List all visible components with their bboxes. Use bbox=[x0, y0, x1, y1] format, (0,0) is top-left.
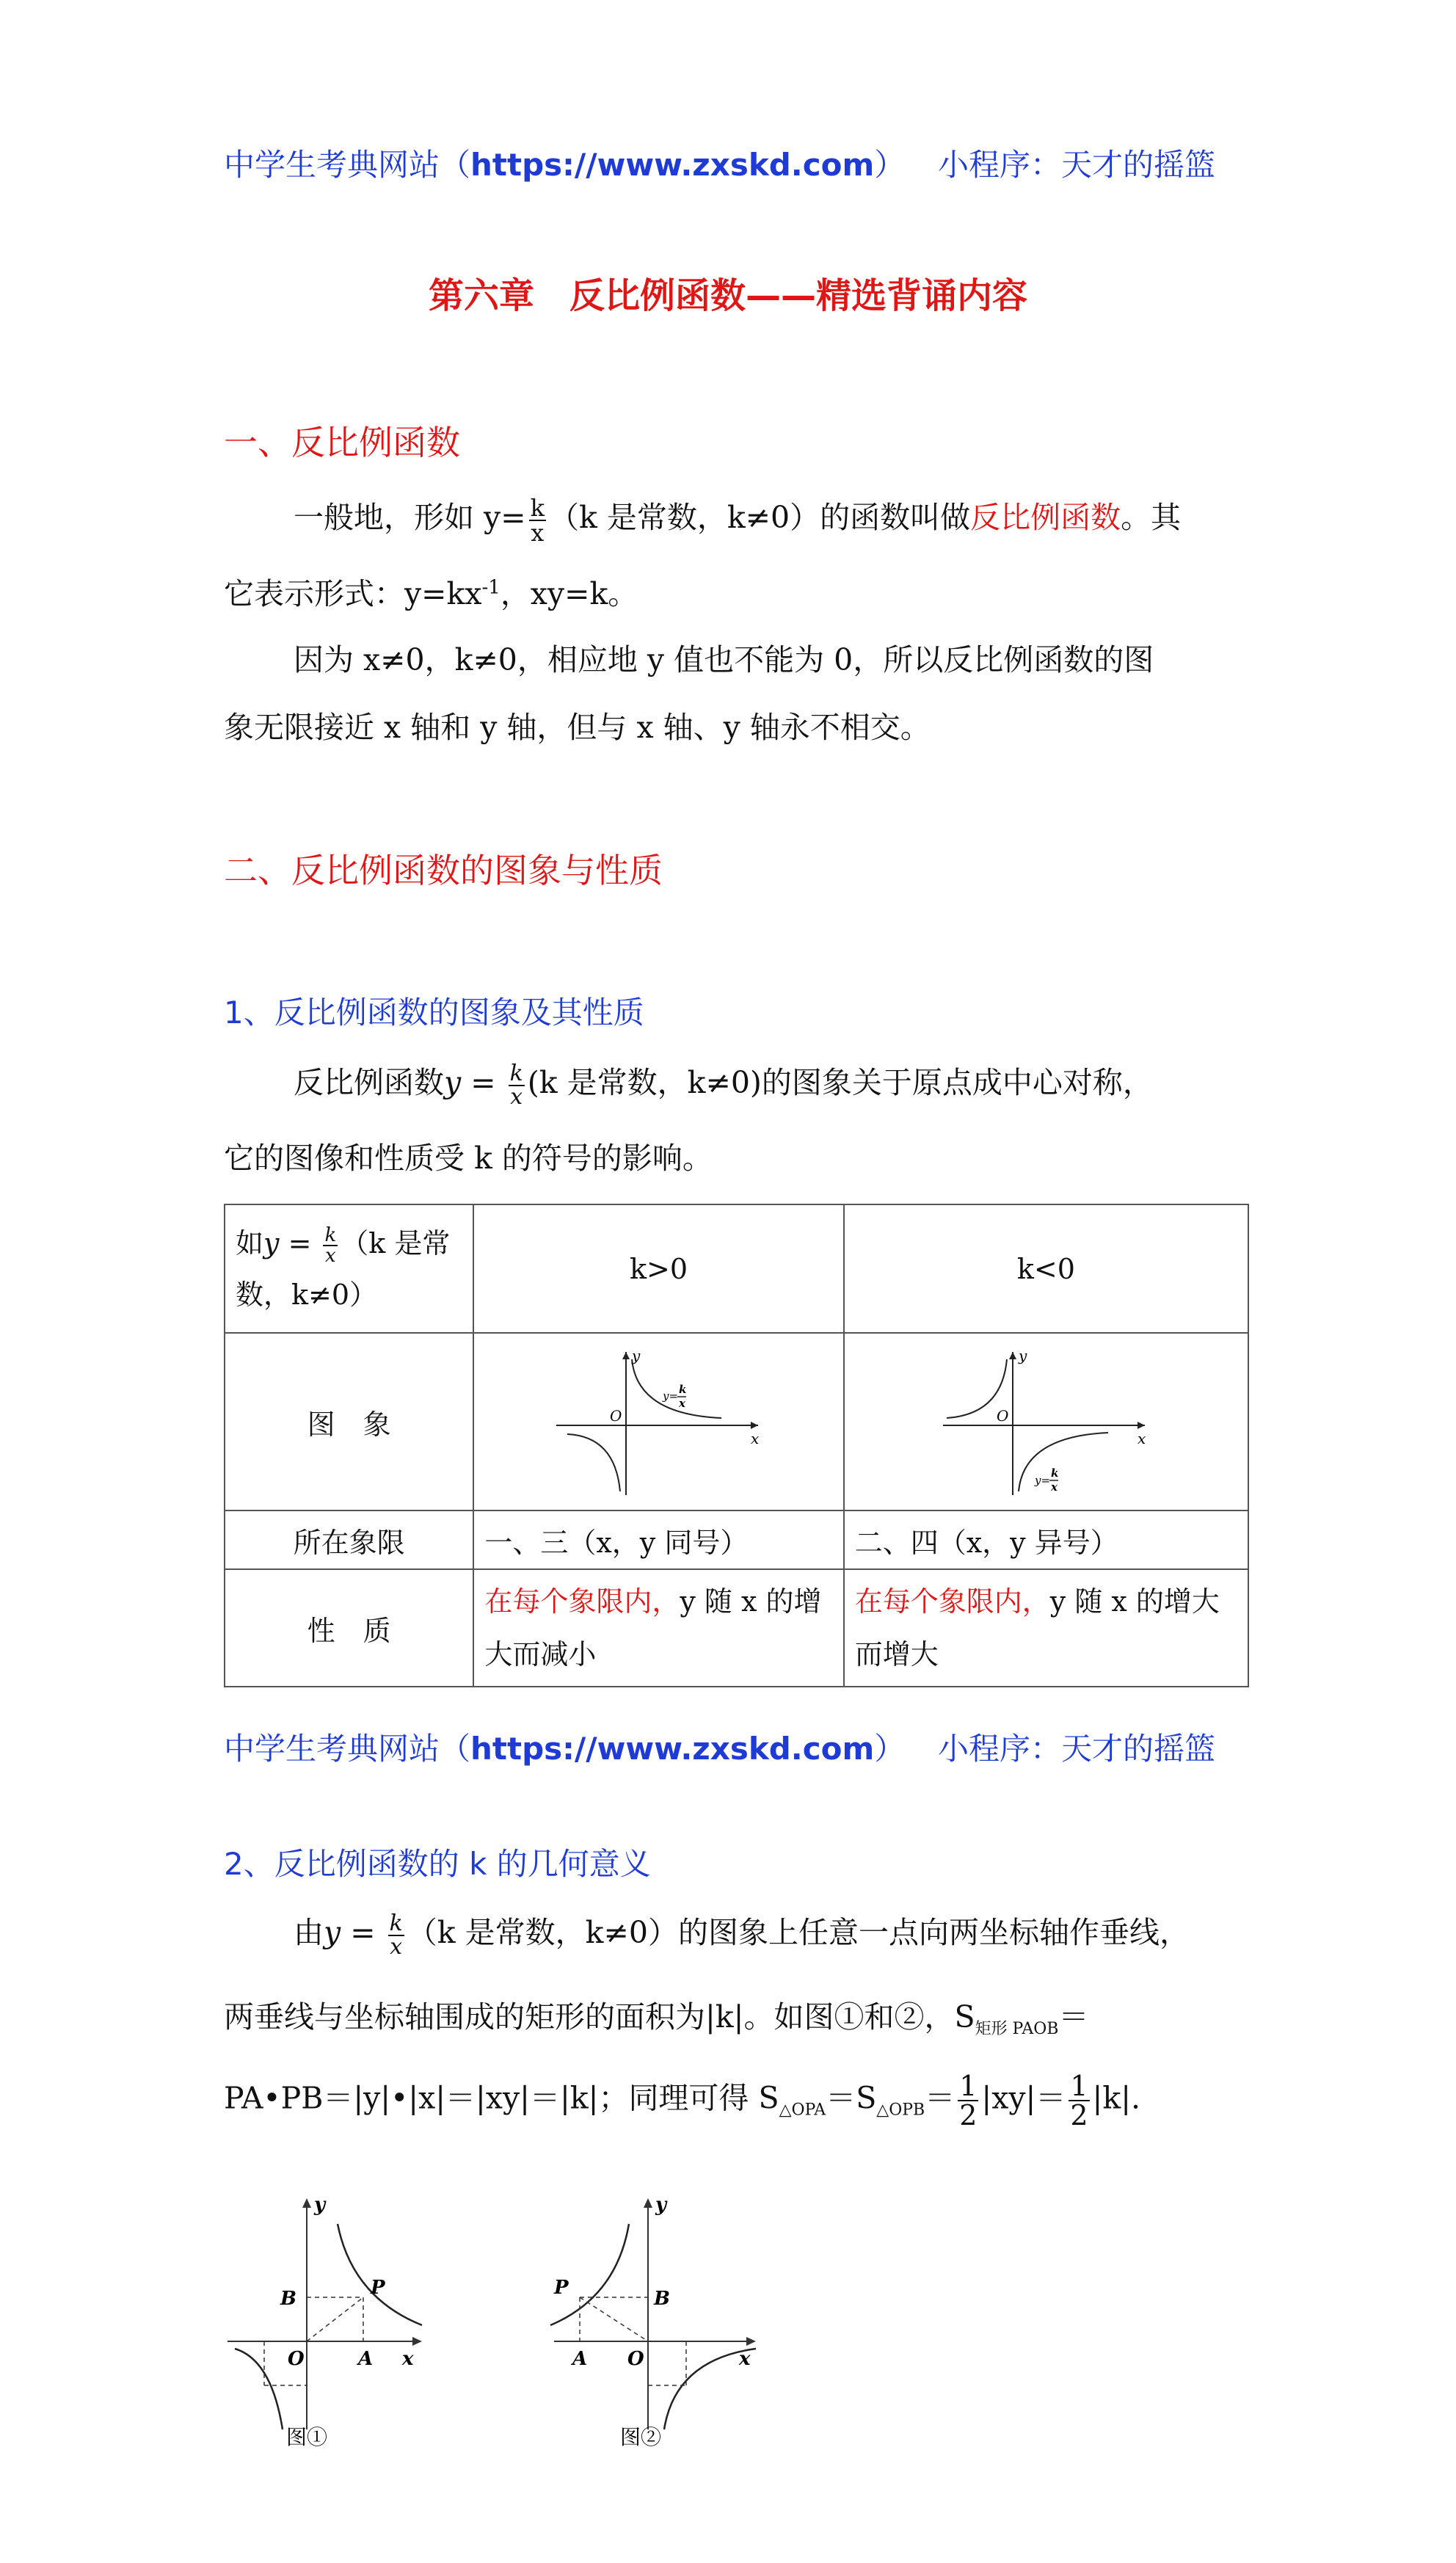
subscript: △OPB bbox=[876, 2101, 925, 2120]
text: |k|. bbox=[1092, 2080, 1141, 2116]
frac-den: x bbox=[509, 1085, 525, 1108]
graph-eq-k: k bbox=[1051, 1466, 1059, 1480]
term-highlight: 反比例函数 bbox=[970, 500, 1121, 535]
superscript: -1 bbox=[481, 576, 500, 599]
text: y 随 x 的增大而增大 bbox=[854, 1585, 1220, 1671]
table-property-row bbox=[225, 1569, 1248, 1687]
property-k-negative bbox=[844, 1569, 1248, 1687]
text: ＝ bbox=[1058, 1999, 1089, 2035]
sub2-heading: 2、反比例函数的 k 的几何意义 bbox=[224, 1846, 651, 1882]
section1-p2-line2: 象无限接近 x 轴和 y 轴，但与 x 轴、y 轴永不相交。 bbox=[224, 710, 931, 745]
label-origin: O bbox=[627, 2348, 644, 2370]
eq: = bbox=[341, 1915, 385, 1950]
dash-op bbox=[580, 2297, 648, 2341]
section1-p1-line2 bbox=[224, 570, 638, 613]
graph-label-origin: O bbox=[997, 1407, 1009, 1425]
label-x: x bbox=[739, 2348, 751, 2370]
curve-q2 bbox=[550, 2224, 629, 2325]
site-close: ） bbox=[874, 1731, 906, 1767]
table-quadrant-row bbox=[225, 1510, 1248, 1569]
graph-label-y: y bbox=[631, 1347, 640, 1364]
text: y 随 x 的增大而减小 bbox=[484, 1585, 822, 1671]
frac-num: 1 bbox=[1070, 2070, 1088, 2102]
graph-label-x: x bbox=[1138, 1430, 1146, 1447]
graph-label-origin: O bbox=[609, 1407, 622, 1425]
eq: = bbox=[279, 1226, 321, 1259]
label-x: x bbox=[402, 2348, 414, 2370]
row-label-property: 性 质 bbox=[225, 1569, 473, 1687]
quadrant-k-negative: 二、四（x，y 异号） bbox=[844, 1510, 1248, 1569]
text: (k 是常数，k≠0)的图象关于原点成中心对称， bbox=[527, 1065, 1153, 1100]
label-p: P bbox=[554, 2277, 569, 2299]
text: ＝S bbox=[826, 2080, 877, 2116]
site-url-link[interactable]: https://www.zxskd.com bbox=[470, 1731, 875, 1767]
row-label-quadrant: 所在象限 bbox=[225, 1510, 473, 1569]
var-y: y bbox=[444, 1065, 462, 1100]
graph-k-negative bbox=[939, 1345, 1152, 1499]
sub2-line1 bbox=[294, 1908, 1190, 1958]
col-k-positive: k>0 bbox=[473, 1204, 843, 1333]
graph-k-positive bbox=[553, 1345, 765, 1499]
text: |xy|＝ bbox=[981, 2080, 1066, 2116]
figure-2-caption: 图② bbox=[620, 2425, 662, 2449]
frac-num: k bbox=[509, 1060, 523, 1086]
x-arrow-icon bbox=[746, 2337, 756, 2346]
y-arrow-icon bbox=[644, 2198, 652, 2208]
sub1-heading: 1、反比例函数的图象及其性质 bbox=[224, 995, 644, 1030]
text: ＝ bbox=[925, 2080, 956, 2116]
frac-den: x bbox=[388, 1935, 404, 1958]
fraction-k-over-x bbox=[509, 1060, 525, 1110]
site-url-link[interactable]: https://www.zxskd.com bbox=[470, 147, 875, 183]
fraction-one-half bbox=[1069, 2072, 1089, 2129]
graph-eq-y: y= bbox=[662, 1389, 678, 1403]
site-close: ） bbox=[874, 147, 906, 183]
mini-program-label: 小程序：天才的摇篮 bbox=[938, 147, 1216, 183]
graph-eq-y: y= bbox=[1035, 1474, 1051, 1487]
section1-p2-line1: 因为 x≠0，k≠0，相应地 y 值也不能为 0，所以反比例函数的图 bbox=[294, 642, 1154, 677]
subscript: 矩形 PAOB bbox=[975, 2020, 1059, 2039]
quadrant-k-positive: 一、三（x，y 同号） bbox=[473, 1510, 843, 1569]
dash-op bbox=[307, 2297, 363, 2341]
frac-num: k bbox=[389, 1910, 403, 1936]
page-title: 第六章 反比例函数——精选背诵内容 bbox=[428, 275, 1027, 316]
text: 一般地，形如 y= bbox=[294, 500, 526, 535]
text: （k 是常 bbox=[341, 1226, 451, 1259]
table-header-row bbox=[225, 1204, 1248, 1333]
branch-q4 bbox=[1019, 1433, 1108, 1491]
text: 两垂线与坐标轴围成的矩形的面积为|k|。如图①和②，S bbox=[224, 1999, 975, 2035]
text: 数，k≠0） bbox=[236, 1278, 378, 1311]
y-arrow-icon bbox=[622, 1352, 630, 1359]
label-origin: O bbox=[288, 2348, 305, 2370]
x-arrow-icon bbox=[1138, 1422, 1145, 1429]
text: PA•PB＝|y|•|x|＝|xy|＝|k|；同理可得 S bbox=[224, 2080, 779, 2116]
text: 如 bbox=[236, 1226, 264, 1259]
branch-q1 bbox=[632, 1359, 721, 1418]
site-name: 中学生考典网站（ bbox=[224, 1731, 471, 1767]
var-y: y bbox=[324, 1915, 341, 1950]
fraction-one-half bbox=[958, 2072, 978, 2129]
frac-num: k bbox=[324, 1224, 337, 1246]
frac-den: x bbox=[323, 1245, 338, 1265]
mini-program-label: 小程序：天才的摇篮 bbox=[938, 1731, 1216, 1767]
site-header-mid bbox=[224, 1725, 905, 1769]
label-b: B bbox=[280, 2288, 296, 2310]
sub1-line1 bbox=[294, 1058, 1153, 1108]
row-label-graph: 图 象 bbox=[225, 1333, 473, 1510]
curve-q3 bbox=[235, 2349, 283, 2429]
site-name: 中学生考典网站（ bbox=[224, 147, 471, 183]
fraction-k-over-x bbox=[529, 493, 546, 547]
graph-label-x: x bbox=[750, 1430, 759, 1447]
graph-label-y: y bbox=[1019, 1347, 1027, 1364]
text: ，xy=k。 bbox=[500, 576, 638, 611]
y-arrow-icon bbox=[1009, 1352, 1016, 1359]
text: 。其 bbox=[1121, 500, 1182, 535]
section1-heading: 一、反比例函数 bbox=[224, 423, 460, 462]
subscript: △OPA bbox=[779, 2101, 826, 2120]
sub2-line2 bbox=[224, 1993, 1088, 2039]
frac-num: 1 bbox=[959, 2070, 978, 2102]
figure-1-caption: 图① bbox=[286, 2425, 328, 2449]
text: 反比例函数 bbox=[294, 1065, 444, 1100]
eq: = bbox=[461, 1065, 506, 1100]
label-p: P bbox=[371, 2277, 385, 2299]
text-red: 在每个象限内， bbox=[484, 1585, 680, 1618]
curve-q1 bbox=[338, 2224, 422, 2325]
table-graph-row bbox=[225, 1333, 1248, 1510]
section2-heading: 二、反比例函数的图象与性质 bbox=[224, 851, 663, 890]
figure-1 bbox=[220, 2195, 433, 2451]
x-arrow-icon bbox=[412, 2337, 422, 2346]
label-y: y bbox=[314, 2195, 326, 2216]
text-red: 在每个象限内， bbox=[854, 1585, 1050, 1618]
frac-den: x bbox=[529, 520, 546, 545]
col-k-negative: k<0 bbox=[844, 1204, 1248, 1333]
x-arrow-icon bbox=[751, 1422, 758, 1429]
sub2-line3 bbox=[224, 2072, 1140, 2129]
text: （k 是常数，k≠0）的函数叫做 bbox=[548, 500, 971, 535]
label-a: A bbox=[572, 2348, 588, 2370]
site-header-top bbox=[224, 141, 905, 185]
fraction-k-over-x bbox=[388, 1910, 404, 1960]
figure-2 bbox=[547, 2195, 767, 2451]
graph-eq-k: k bbox=[678, 1383, 686, 1396]
text: 它表示形式：y=kx bbox=[224, 576, 482, 611]
property-k-positive bbox=[473, 1569, 843, 1687]
section1-p1-line1 bbox=[294, 493, 1181, 545]
label-a: A bbox=[358, 2348, 374, 2370]
graph-eq-x: x bbox=[678, 1397, 685, 1410]
frac-den: 2 bbox=[1070, 2099, 1088, 2131]
graph-k-negative-cell bbox=[844, 1333, 1248, 1510]
table-head-cell bbox=[225, 1204, 473, 1333]
sub1-line2: 它的图像和性质受 k 的符号的影响。 bbox=[224, 1141, 713, 1176]
label-b: B bbox=[654, 2288, 670, 2310]
fraction-k-over-x bbox=[323, 1226, 338, 1265]
frac-den: 2 bbox=[959, 2099, 978, 2131]
var-y: y bbox=[263, 1226, 280, 1259]
label-y: y bbox=[655, 2195, 667, 2216]
graph-eq-x: x bbox=[1051, 1480, 1058, 1494]
properties-table bbox=[224, 1204, 1249, 1687]
frac-num: k bbox=[530, 493, 545, 522]
graph-k-positive-cell bbox=[473, 1333, 843, 1510]
text: 由 bbox=[294, 1915, 324, 1950]
text: （k 是常数，k≠0）的图象上任意一点向两坐标轴作垂线， bbox=[407, 1915, 1190, 1950]
y-arrow-icon bbox=[302, 2198, 311, 2208]
branch-q3 bbox=[567, 1434, 620, 1491]
